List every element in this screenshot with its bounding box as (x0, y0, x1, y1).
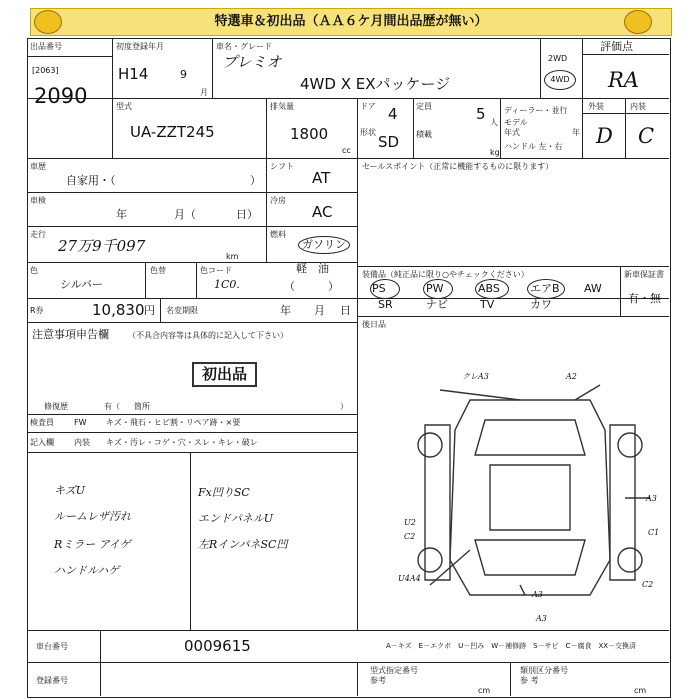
ps-circle-mark (370, 279, 400, 299)
cm-unit: cm (634, 686, 647, 695)
drive-2wd: 2WD (548, 54, 568, 63)
name-change-year: 年 (280, 304, 291, 317)
warranty-value: 有・無 (628, 292, 661, 305)
left-side-outline (425, 425, 450, 580)
recycle-label: R券 (30, 306, 44, 315)
mascot-icon (624, 10, 652, 34)
wheel-front-right (618, 433, 642, 457)
name-change-day: 日 (340, 304, 351, 317)
shaken-year: 年 (116, 208, 127, 221)
model-year-label: モデル (504, 118, 528, 127)
interior-items: キズ・汚レ・コゲ・穴・スレ・キレ・破レ (106, 438, 258, 447)
fuel-gas-circled: ガソリン (298, 236, 350, 254)
mark-c1: C1 (648, 528, 660, 537)
equip-abs: ABS (478, 282, 500, 295)
shaken-month: 月（ (174, 208, 196, 221)
comment-right-1: Fx凹りSC (198, 486, 250, 499)
reg-month: 9 (180, 68, 187, 81)
equip-navi: ナビ (426, 298, 448, 311)
capacity-value: 5 (476, 105, 486, 123)
ac-value: AC (312, 203, 333, 221)
mark-c2: C2 (404, 532, 416, 541)
wheel-front-left (418, 433, 442, 457)
equip-leather: カワ (530, 298, 552, 311)
exterior-label: 外装 (588, 102, 604, 111)
mark-right-a3: A3 (646, 494, 657, 503)
color-code: 1C0. (214, 278, 240, 291)
shift-label: シフト (270, 162, 294, 171)
car-grade: 4WD X EXパッケージ (300, 75, 451, 93)
mark-right-c2: C2 (642, 580, 654, 589)
mileage-value: 27万9千097 (58, 237, 146, 255)
load-label: 積載 (416, 130, 432, 139)
fuel-label: 燃料 (270, 230, 286, 239)
comment-left-3: Rミラー アイゲ (54, 538, 131, 551)
repair-label: 修復歴 (44, 402, 68, 411)
rating-value: RA (608, 68, 639, 92)
first-listing-stamp: 初出品 (192, 362, 257, 387)
comment-right-3: 左RインパネSC凹 (198, 538, 288, 551)
chassis-number: 0009615 (184, 637, 251, 655)
repair-value: 有（ (104, 402, 120, 411)
reg-year: H14 (118, 65, 149, 83)
body-value: SD (378, 133, 400, 151)
shift-value: AT (312, 169, 331, 187)
inspector-label-1: 検査員 (30, 418, 54, 427)
first-reg-label: 初度登録年月 (116, 42, 164, 51)
usage-label: 車歴 (30, 162, 46, 171)
wheel-rear-left (418, 548, 442, 572)
repaint-label: 色替 (150, 266, 166, 275)
mark-front-a3: A3 (532, 590, 543, 599)
reg-number-label: 登録番号 (36, 676, 68, 685)
sheet-number: [2063] (32, 66, 59, 75)
equip-ps: PS (372, 282, 386, 295)
mileage-label: 走行 (30, 230, 46, 239)
roof-outline (490, 465, 570, 530)
banner-text: 特選車＆初出品（ＡＡ６ケ月間出品歴が無い） (214, 14, 488, 29)
load-unit: kg (490, 148, 500, 157)
equipment-label: 装備品（純正品に限り○やチェックください） (362, 270, 529, 279)
repair-place: 箇所 (134, 402, 150, 411)
rear-window-outline (475, 540, 585, 575)
pw-circle-mark (423, 279, 453, 299)
inspector-label-2: 記入欄 (30, 438, 54, 447)
color-code-label: 色コード (200, 266, 232, 275)
lot-label: 出品番号 (30, 42, 62, 51)
interior-grade: C (638, 124, 655, 148)
warranty-label: 新車保証書 (624, 270, 664, 279)
airbag-circle-mark (527, 279, 565, 299)
interior-inspect-label: 内装 (74, 438, 90, 447)
name-change-label: 名変期限 (166, 306, 198, 315)
year-unit: 年 (572, 128, 580, 137)
usage-value: 自家用・（ (66, 174, 116, 187)
doors-value: 4 (388, 105, 398, 123)
interior-label: 内装 (630, 102, 646, 111)
year-label: 年式 (504, 128, 520, 137)
lot-number: 2090 (34, 84, 88, 108)
usage-close: ） (250, 174, 261, 187)
displacement: 1800 (290, 125, 329, 143)
capacity-unit: 人 (490, 118, 498, 127)
handle-label: ハンドル 左・右 (504, 142, 563, 151)
equip-aw: AW (584, 282, 602, 295)
mark-a2: A2 (566, 372, 577, 381)
equip-airbag: エアB (530, 282, 560, 295)
mark-u2: U2 (404, 518, 416, 527)
equip-sr: SR (378, 298, 393, 311)
notes-label: 注意事項申告欄 (32, 328, 109, 341)
abs-circle-mark (475, 279, 509, 299)
pointer-line (440, 390, 520, 400)
comment-left-4: ハンドルハゲ (54, 564, 120, 577)
mileage-unit: km (226, 252, 239, 261)
fuel-diesel: 軽 油 (296, 262, 329, 275)
repair-close: ） (340, 402, 348, 411)
windshield-outline (475, 420, 585, 455)
dealer-label: ディーラー・並行 (504, 106, 568, 115)
mark-u4a4: U4A4 (398, 574, 421, 583)
fw-items: キズ・飛石・ヒビ割・リペア跡・×要 (106, 418, 241, 427)
body-label: 形状 (360, 128, 376, 137)
notes-sub: （不具合内容等は具体的に記入して下さい） (128, 331, 288, 340)
pointer-line (520, 585, 525, 595)
displacement-label: 排気量 (270, 102, 294, 111)
month-unit: 月 (200, 88, 208, 97)
car-name: プレミオ (222, 53, 282, 71)
shaken-label: 車検 (30, 196, 46, 205)
capacity-label: 定員 (416, 102, 432, 111)
comment-left-2: ルームレザ汚れ (54, 510, 131, 523)
comment-right-2: エンドパネルU (198, 512, 274, 525)
displacement-unit: cc (342, 146, 351, 155)
class-no-label: 類別区分番号 (520, 666, 568, 675)
shaken-day: 日） (236, 208, 258, 221)
pointer-line (575, 385, 600, 400)
type-no-label: 型式指定番号 (370, 666, 418, 675)
mark-rear-a3: クレA3 (462, 372, 489, 381)
damage-legend: A－キズ E－エクボ U－凹み W－補修跡 S－サビ C－腐食 XX－交換済 (386, 642, 637, 650)
model-label: 型式 (116, 102, 132, 111)
exterior-grade: D (596, 124, 613, 148)
rating-label: 評価点 (600, 40, 633, 53)
right-side-outline (610, 425, 635, 580)
banner (30, 8, 672, 36)
car-name-label: 車名・グレード (216, 42, 272, 51)
next-day-label: 後日品 (362, 320, 386, 329)
recycle-unit: 円 (144, 304, 155, 317)
color-paren: （ ） (284, 280, 339, 293)
type-ref-label: 参考 (370, 676, 386, 685)
wheel-rear-right (618, 548, 642, 572)
car-body-outline (450, 400, 610, 595)
chassis-label: 車台番号 (36, 642, 68, 651)
fw-label: FW (74, 418, 87, 427)
car-damage-diagram (400, 370, 660, 620)
drive-4wd-circled: 4WD (544, 70, 576, 90)
model-code: UA-ZZT245 (130, 123, 215, 141)
equip-pw: PW (426, 282, 444, 295)
ac-label: 冷房 (270, 196, 286, 205)
comment-left-1: キズU (54, 484, 86, 497)
color-value: シルバー (60, 278, 103, 291)
doors-label: ドア (360, 102, 376, 111)
size-ref-label: 参 考 (520, 676, 539, 685)
mark-bottom-a3: A3 (536, 614, 547, 623)
cm-unit: cm (478, 686, 491, 695)
equip-tv: TV (480, 298, 495, 311)
color-label: 色 (30, 266, 38, 275)
name-change-month: 月 (314, 304, 325, 317)
mascot-icon (34, 10, 62, 34)
recycle-value: 10,830 (92, 301, 145, 319)
sales-point-label: セールスポイント（正常に機能するものに限ります） (362, 162, 554, 171)
